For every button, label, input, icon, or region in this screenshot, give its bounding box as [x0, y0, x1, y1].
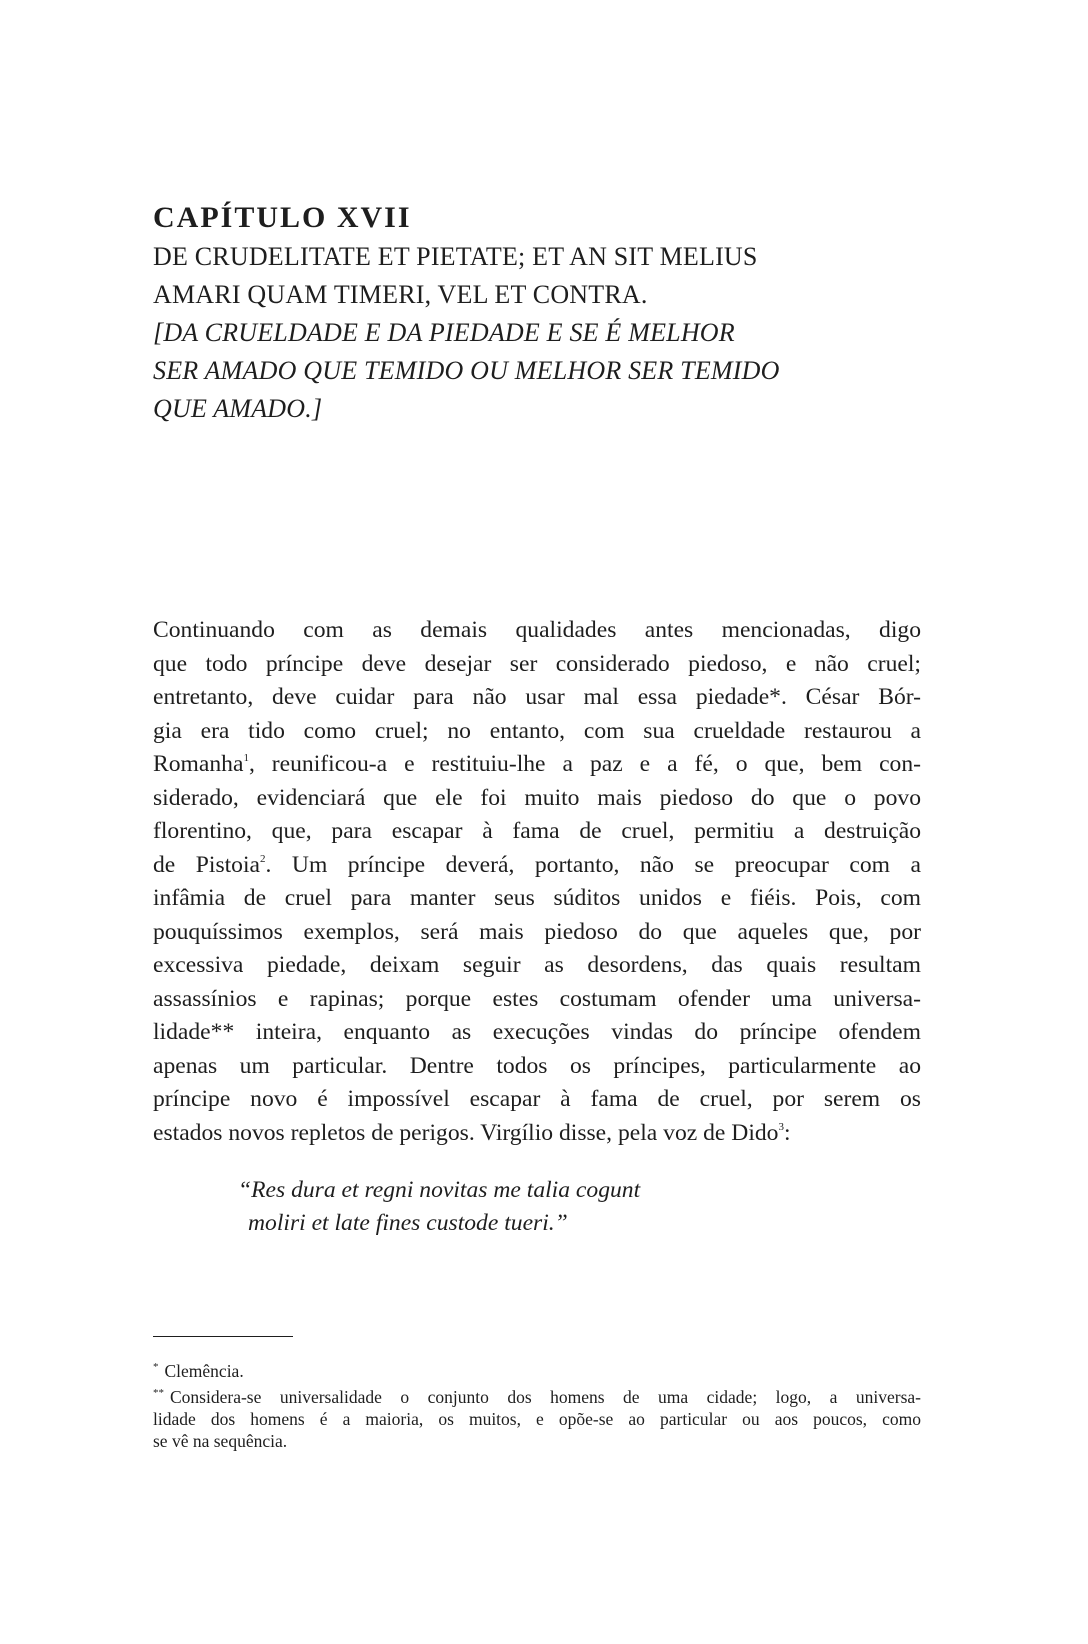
chapter-number: CAPÍTULO XVII	[153, 201, 412, 234]
body-line: que todo príncipe deve desejar ser considerado piedoso, e não cruel;	[153, 650, 921, 677]
footnote-line: lidade dos homens é a maioria, os muitos, e opõe-se ao particular ou aos poucos, como	[153, 1409, 921, 1429]
body-line: siderado, evidenciará que ele foi muito mais piedoso do que o povo	[153, 784, 921, 811]
body-text-segment: estados novos repletos de perigos. Virgílio disse, pela voz de Dido	[153, 1119, 779, 1146]
body-line: gia era tido como cruel; no entanto, com sua crueldade restaurou a	[153, 717, 921, 744]
endnote-reference: 2	[260, 852, 266, 865]
body-line: lidade** inteira, enquanto as execuções vindas do príncipe ofendem	[153, 1019, 921, 1045]
latin-title-line: AMARI QUAM TIMERI, VEL ET CONTRA.	[153, 280, 648, 309]
footnotes	[153, 1360, 921, 1456]
body-line	[153, 849, 921, 883]
latin-title-line: DE CRUDELITATE ET PIETATE; ET AN SIT MELIUS	[153, 242, 758, 271]
quote-line: “Res dura et regni novitas me talia cogunt	[238, 1177, 641, 1203]
portuguese-title-line: SER AMADO QUE TEMIDO OU MELHOR SER TEMIDO	[153, 356, 780, 385]
chapter-heading	[153, 200, 953, 428]
footnote-divider	[153, 1336, 293, 1337]
portuguese-title-line: QUE AMADO.]	[153, 394, 323, 423]
body-paragraph	[153, 614, 921, 1150]
footnote-marker: **	[153, 1387, 164, 1399]
body-text-segment: :	[783, 1119, 791, 1146]
footnote-text: Clemência.	[164, 1361, 244, 1381]
footnote-line	[153, 1386, 921, 1408]
body-text-segment: Romanha	[153, 751, 244, 777]
endnote-reference: 3	[778, 1120, 784, 1133]
body-line: apenas um particular. Dentre todos os príncipes, particularmente ao	[153, 1052, 921, 1079]
body-line: pouquíssimos exemplos, será mais piedoso do que aqueles que, por	[153, 918, 921, 945]
footnote-line: se vê na sequência.	[153, 1431, 288, 1451]
body-text-segment: , reunificou-a e restituiu-lhe a paz e a fé, o que, bem con-	[248, 751, 921, 777]
footnote	[153, 1360, 921, 1382]
endnote-reference: 1	[243, 752, 249, 764]
footnote-marker: *	[153, 1361, 159, 1373]
body-line: excessiva piedade, deixam seguir as desordens, das quais resultam	[153, 952, 921, 978]
body-text-segment: de Pistoia	[153, 851, 261, 878]
body-line: infâmia de cruel para manter seus súditos unidos e fiéis. Pois, com	[153, 885, 921, 911]
body-line: príncipe novo é impossível escapar à fama de cruel, por serem os	[153, 1086, 921, 1112]
body-line: florentino, que, para escapar à fama de cruel, permitiu a destruição	[153, 818, 921, 844]
body-line: Continuando com as demais qualidades antes mencionadas, digo	[153, 617, 921, 643]
body-line: assassínios e rapinas; porque estes costumam ofender uma universa-	[153, 985, 921, 1012]
body-line	[153, 1117, 921, 1151]
footnote	[153, 1386, 921, 1452]
latin-quote	[238, 1174, 640, 1240]
body-line: entretanto, deve cuidar para não usar mal essa piedade*. César Bór-	[153, 684, 921, 710]
footnote-text: Considera-se universalidade o conjunto dos homens de uma cidade; logo, a universa-	[170, 1387, 921, 1407]
quote-line: moliri et late fines custode tueri.”	[248, 1210, 568, 1236]
body-line	[153, 748, 921, 782]
body-text-segment: . Um príncipe deverá, portanto, não se preocupar com a	[265, 851, 921, 878]
portuguese-title-line: [DA CRUELDADE E DA PIEDADE E SE É MELHOR	[153, 318, 735, 347]
